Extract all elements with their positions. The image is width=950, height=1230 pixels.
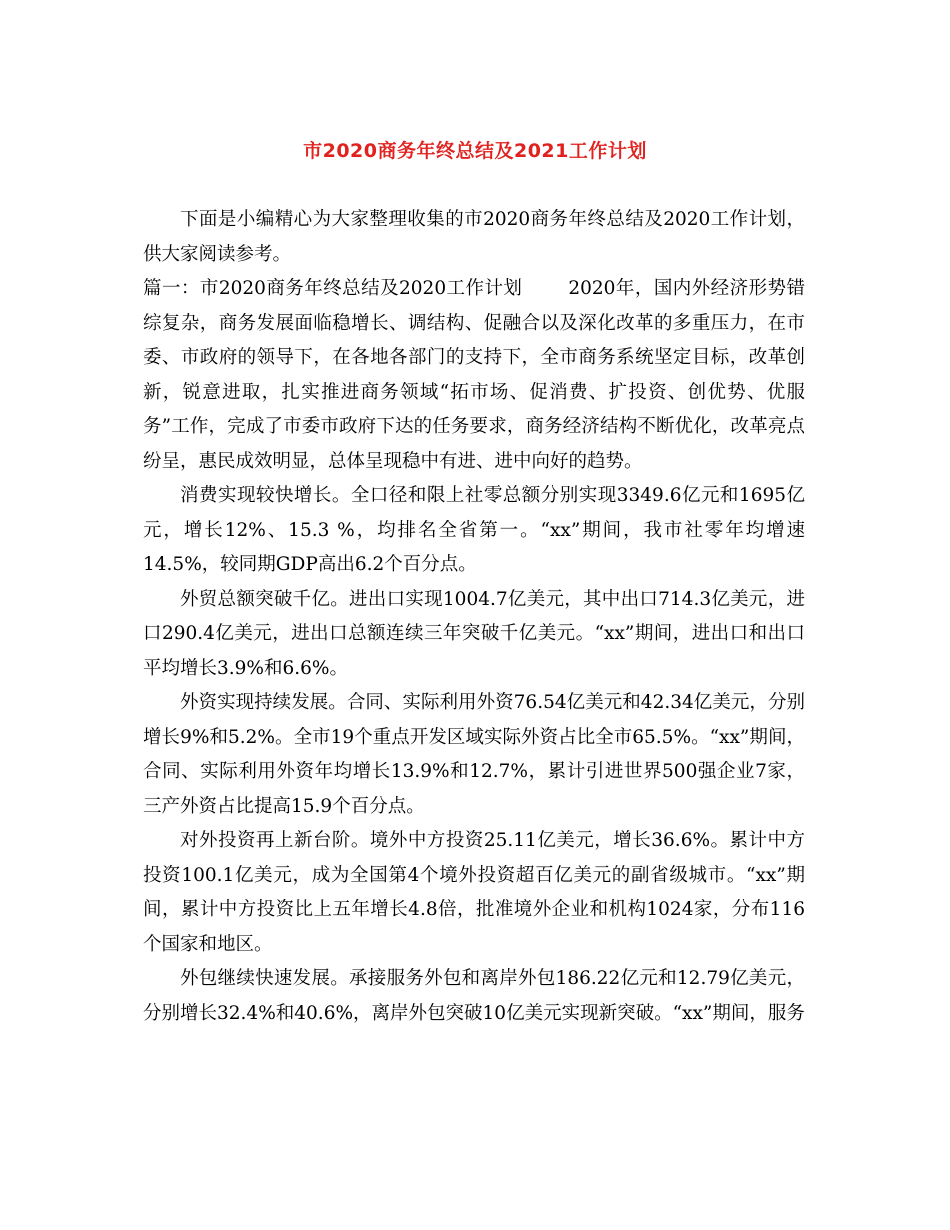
paragraph-outsourcing: 外包继续快速发展。承接服务外包和离岸外包186.22亿元和12.79亿美元，分别增长32.4%和40.6%，离岸外包突破10亿美元实现新突破。“xx”期间，服务 [143,968,805,1024]
document-title: 市2020商务年终总结及2021工作计划 [303,140,647,162]
paragraph-foreign-investment: 外资实现持续发展。合同、实际利用外资76.54亿美元和42.34亿美元，分别增长9%和5.2%。全市19个重点开发区域实际外资占比全市65.5%。“xx”期间，合同、实际利用外资年均增长13.9%和12.7%，累计引进世界500强企业7家，三产外资占比提高15.9个百分点。 [143,692,805,817]
section-lead: 2020年，国内外经济形势错综复杂，商务发展面临稳增长、调结构、促融合以及深化改革的多重压力，在市委、市政府的领导下，在各地各部门的支持下，全市商务系统坚定目标，改革创新，锐意进取，扎实推进商务领域“拓市场、促消费、扩投资、创优势、优服务”工作，完成了市委市政府下达的任务要求，商务经济结构不断优化，改革亮点纷呈，惠民成效明显，总体呈现稳中有进、进中向好的趋势。 [143,278,805,472]
section-heading: 篇一：市2020商务年终总结及2020工作计划 [143,278,523,299]
paragraph-outbound-investment: 对外投资再上新台阶。境外中方投资25.11亿美元，增长36.6%。累计中方投资100.1亿美元，成为全国第4个境外投资超百亿美元的副省级城市。“xx”期间，累计中方投资比上五年增长4.8倍，批准境外企业和机构1024家，分布116个国家和地区。 [143,830,805,955]
document-body [143,203,805,1031]
paragraph-consumption: 消费实现较快增长。全口径和限上社零总额分别实现3349.6亿元和1695亿元，增长12%、15.3 %，均排名全省第一。“xx”期间，我市社零年均增速14.5%，较同期GDP高出6.2个百分点。 [143,485,805,575]
section-one-paragraph [143,272,805,479]
intro-paragraph: 下面是小编精心为大家整理收集的市2020商务年终总结及2020工作计划，供大家阅读参考。 [143,209,805,265]
paragraph-foreign-trade: 外贸总额突破千亿。进出口实现1004.7亿美元，其中出口714.3亿美元，进口290.4亿美元，进出口总额连续三年突破千亿美元。“xx”期间，进出口和出口平均增长3.9%和6.6%。 [143,588,805,679]
